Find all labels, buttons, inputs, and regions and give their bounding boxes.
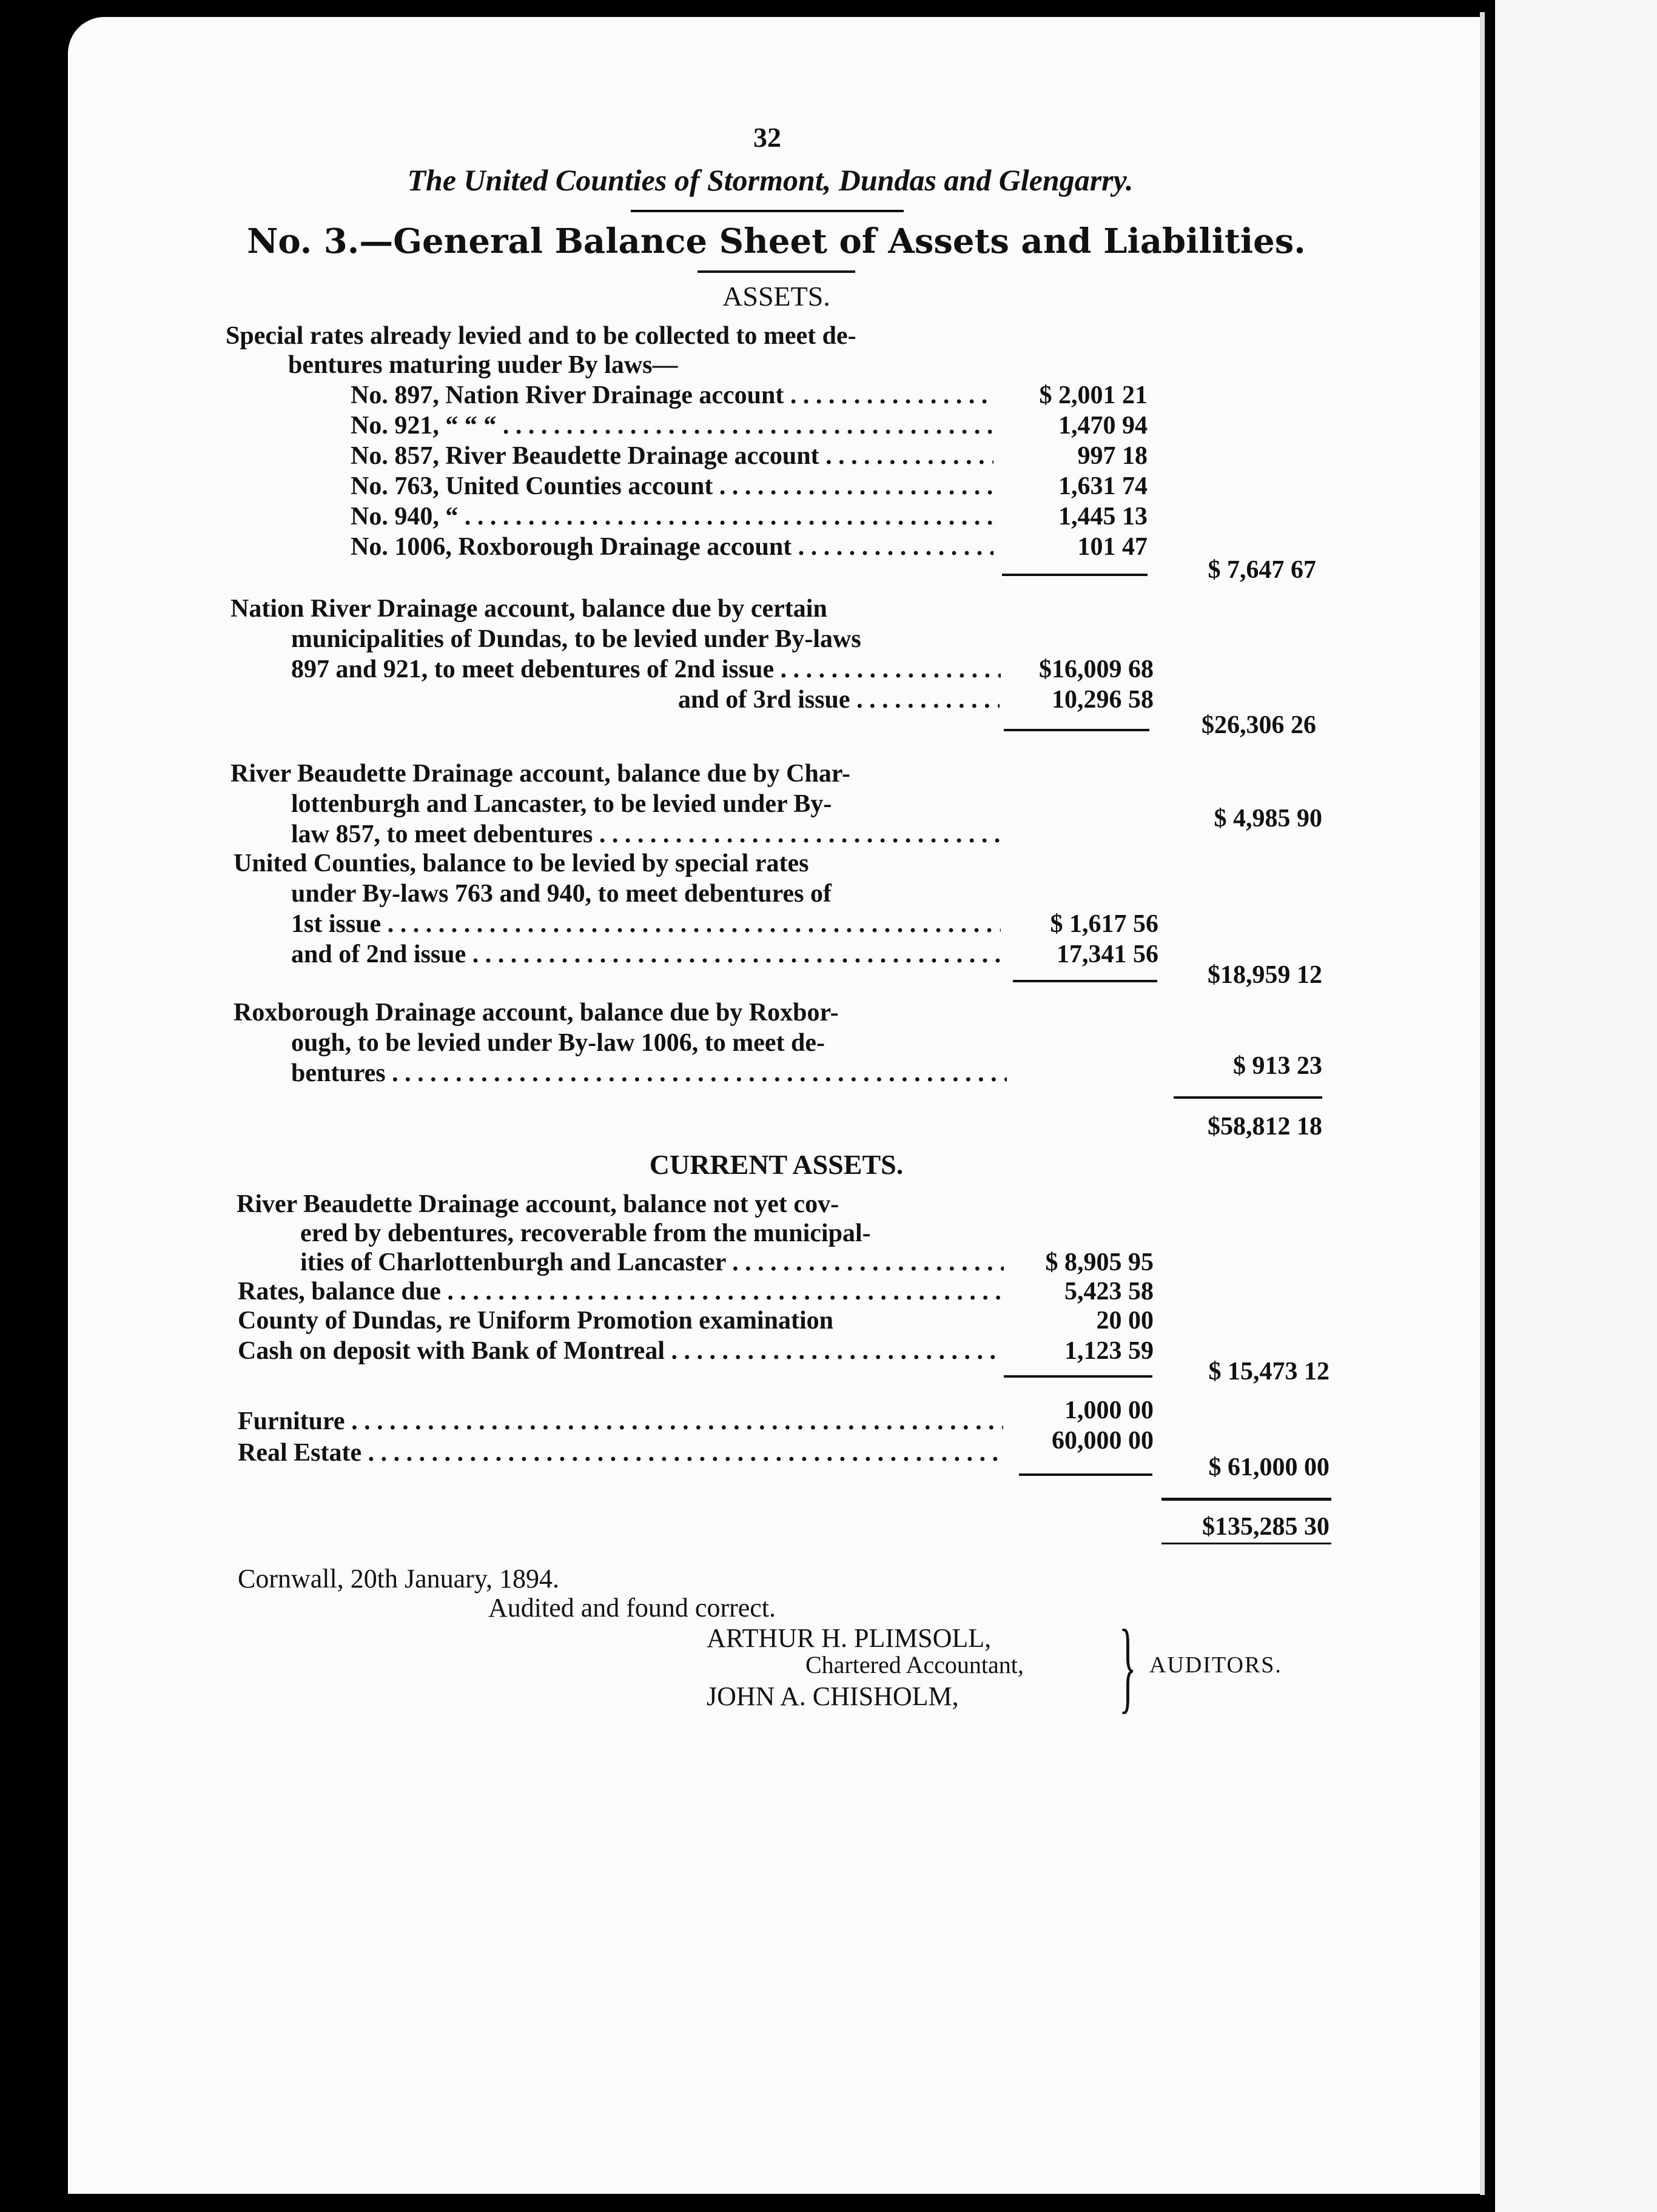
united-counties-line: 1st issue . . . (291, 910, 1001, 939)
real-estate-amount: 60,000 00 (1052, 1427, 1154, 1455)
special-rate-item: No. 921, “ “ “ . . . (351, 411, 993, 440)
grand-total: $135,285 30 (1202, 1513, 1329, 1541)
united-counties-line: and of 2nd issue . . . (291, 940, 1001, 969)
audited-statement: Audited and found correct. (488, 1593, 776, 1623)
furniture-amount: 1,000 00 (1064, 1396, 1154, 1424)
facing-page (1495, 0, 1657, 2212)
special-rate-amount: 1,445 13 (1058, 503, 1148, 531)
special-rate-amount: 1,470 94 (1058, 412, 1148, 440)
document-title: No. 3.—General Balance Sheet of Assets and Liabilities. (247, 221, 1306, 261)
auditor-name: ARTHUR H. PLIMSOLL, (707, 1623, 992, 1653)
auditor-name: JOHN A. CHISHOLM, (707, 1681, 959, 1711)
river-beaudette-line: law 857, to meet debentures . . . (291, 820, 1007, 849)
dundas-amount: 20 00 (1096, 1307, 1154, 1335)
assets-total: $58,812 18 (1208, 1113, 1322, 1141)
current-assets-line: River Beaudette Drainage account, balance not yet cov- (237, 1190, 839, 1218)
total-rule (1174, 1096, 1322, 1099)
special-rates-intro: bentures maturing uuder By laws— (288, 351, 678, 379)
auditors-label: AUDITORS. (1149, 1652, 1282, 1678)
subtotal-rule (1013, 980, 1157, 982)
special-rate-amount: 1,631 74 (1058, 472, 1148, 500)
fixed-assets-total: $ 61,000 00 (1208, 1453, 1329, 1481)
roxborough-line: Roxborough Drainage account, balance due by Roxbor- (234, 999, 839, 1027)
nation-river-line: municipalities of Dundas, to be levied under By-laws (291, 625, 861, 653)
running-head: The United Counties of Stormont, Dundas and Glengarry. (407, 163, 1134, 197)
nation-river-amount-2nd: $16,009 68 (1039, 655, 1154, 683)
rates-label: Rates, balance due . . . (238, 1277, 1002, 1306)
rates-amount: 5,423 58 (1064, 1278, 1154, 1305)
special-rate-amount: $ 2,001 21 (1039, 381, 1148, 409)
rule (697, 270, 855, 273)
brace: } (1119, 1609, 1137, 1723)
subtotal-rule (1004, 1375, 1152, 1378)
roxborough-line: ough, to be levied under By-law 1006, to meet de- (291, 1029, 825, 1057)
current-assets-heading: CURRENT ASSETS. (649, 1149, 904, 1180)
united-counties-amount-2nd: 17,341 56 (1057, 940, 1158, 968)
river-beaudette-line: River Beaudette Drainage account, balance due by Char- (230, 760, 850, 788)
auditor-title: Chartered Accountant, (805, 1651, 1024, 1678)
total-rule (1161, 1498, 1331, 1501)
special-rate-amount: 101 47 (1077, 533, 1148, 561)
special-rate-item: No. 897, Nation River Drainage account . . . (351, 381, 993, 410)
dundas-label: County of Dundas, re Uniform Promotion examination (238, 1307, 833, 1335)
real-estate-label: Real Estate . . . (238, 1438, 1003, 1467)
current-assets-total: $ 15,473 12 (1208, 1358, 1329, 1386)
special-rate-item: No. 940, “ . . . (351, 502, 993, 531)
nation-river-total: $26,306 26 (1202, 711, 1316, 739)
current-assets-amount: $ 8,905 95 (1045, 1248, 1154, 1276)
nation-river-amount-3rd: 10,296 58 (1052, 686, 1154, 714)
special-rates-intro: Special rates already levied and to be collected to meet de- (226, 322, 856, 350)
nation-river-line: and of 3rd issue . . . (678, 685, 1000, 714)
united-counties-line: United Counties, balance to be levied by special rates (234, 850, 809, 877)
river-beaudette-total: $ 4,985 90 (1214, 805, 1322, 833)
cash-amount: 1,123 59 (1064, 1337, 1154, 1365)
special-rate-item: No. 857, River Beaudette Drainage account . . . (351, 441, 993, 471)
special-rates-total: $ 7,647 67 (1208, 556, 1316, 584)
river-beaudette-line: lottenburgh and Lancaster, to be levied under By- (291, 790, 832, 818)
current-assets-line: ered by debentures, recoverable from the municipal- (300, 1219, 871, 1247)
roxborough-line: bentures . . . (291, 1059, 1007, 1088)
total-rule (1161, 1543, 1331, 1544)
united-counties-amount-1st: $ 1,617 56 (1050, 910, 1158, 938)
special-rate-item: No. 763, United Counties account . . . (351, 472, 993, 501)
rule (631, 210, 904, 212)
cash-label: Cash on deposit with Bank of Montreal . . . (238, 1336, 1002, 1366)
united-counties-line: under By-laws 763 and 940, to meet debentures of (291, 880, 832, 908)
nation-river-line: Nation River Drainage account, balance due by certain (230, 595, 827, 623)
subtotal-rule (1019, 1473, 1152, 1476)
special-rate-amount: 997 18 (1077, 442, 1148, 470)
place-date: Cornwall, 20th January, 1894. (238, 1564, 559, 1594)
special-rate-item: No. 1006, Roxborough Drainage account . . . (351, 532, 993, 561)
page-edge (1480, 12, 1485, 2195)
subtotal-rule (1004, 729, 1149, 731)
assets-heading: ASSETS. (722, 281, 830, 312)
roxborough-total: $ 913 23 (1233, 1052, 1322, 1080)
page-number: 32 (753, 122, 781, 153)
united-counties-total: $18,959 12 (1208, 961, 1322, 989)
current-assets-line: ities of Charlottenburgh and Lancaster . . . (300, 1248, 1004, 1277)
nation-river-line: 897 and 921, to meet debentures of 2nd issue . . . (291, 655, 1001, 684)
subtotal-rule (1002, 574, 1148, 576)
furniture-label: Furniture . . . (238, 1407, 1003, 1436)
